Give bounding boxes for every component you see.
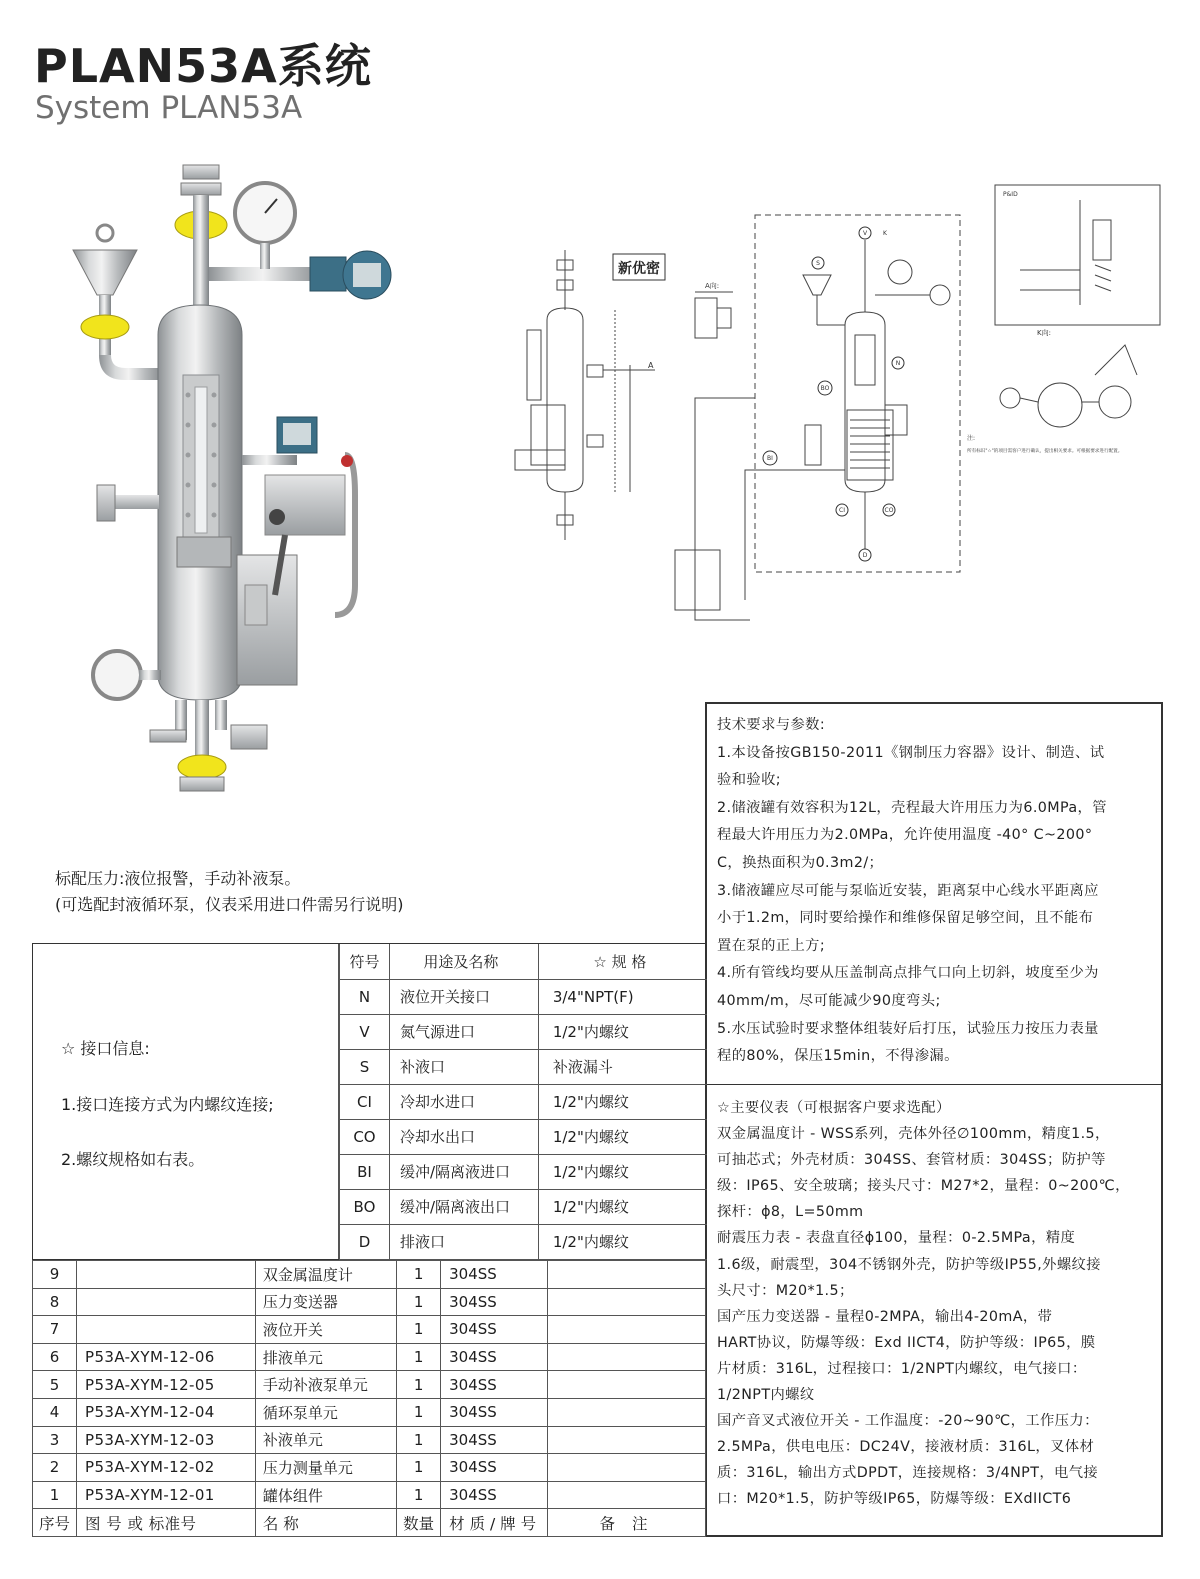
- port-name: 排液口: [389, 1224, 538, 1259]
- part-name: 排液单元: [255, 1343, 396, 1371]
- part-no: 2: [33, 1454, 77, 1482]
- part-material: 304SS: [441, 1398, 548, 1426]
- table-row: [340, 1189, 708, 1224]
- port-symbol: N: [340, 979, 390, 1014]
- column-header: 材 质 / 牌 号: [441, 1509, 548, 1537]
- column-header: 备 注: [547, 1509, 705, 1537]
- interface-note-1: 1.接口连接方式为内螺纹连接;: [61, 1095, 274, 1114]
- instrument-line: 口：M20*1.5，防护等级IP65，防爆等级：EXdIICT6: [717, 1491, 1072, 1508]
- part-remark: [547, 1288, 705, 1316]
- instrument-line: 国产音叉式液位开关 - 工作温度：-20~90℃，工作压力：: [717, 1413, 1099, 1430]
- part-remark: [547, 1454, 705, 1482]
- part-drawing-no: [77, 1316, 256, 1344]
- part-no: 4: [33, 1398, 77, 1426]
- table-row: [33, 1261, 706, 1289]
- part-no: 9: [33, 1261, 77, 1289]
- parts-list-table: [32, 1260, 706, 1537]
- engineering-drawing: [505, 180, 1175, 650]
- port-symbol: S: [340, 1049, 390, 1084]
- port-spec: 3/4"NPT(F): [538, 979, 707, 1014]
- port-table-header: [340, 944, 708, 979]
- side-equipment: [237, 417, 355, 685]
- part-material: 304SS: [441, 1343, 548, 1371]
- part-qty: 1: [397, 1343, 441, 1371]
- interface-info-table: [32, 943, 706, 1260]
- part-qty: 1: [397, 1398, 441, 1426]
- arrow-a-label: A: [648, 361, 654, 370]
- port-bubble-s: S: [816, 260, 820, 267]
- port-bubble-n: N: [895, 360, 901, 367]
- part-qty: 1: [397, 1426, 441, 1454]
- column-header: 符号: [340, 944, 390, 979]
- part-no: 3: [33, 1426, 77, 1454]
- table-row: [33, 1454, 706, 1482]
- tech-line: 技术要求与参数:: [717, 717, 826, 733]
- instrument-line: 双金属温度计 - WSS系列，壳体外径∅100mm，精度1.5，: [717, 1126, 1110, 1143]
- instrument-line: 质：316L，输出方式DPDT，连接规格：3/4NPT，电气接: [717, 1465, 1099, 1482]
- page-subtitle: System PLAN53A: [35, 90, 303, 126]
- tech-line: 2.储液罐有效容积为12L，壳程最大许用压力为6.0MPa，管: [717, 799, 1107, 816]
- technical-requirements-box: [705, 702, 1163, 1537]
- part-remark: [547, 1261, 705, 1289]
- port-bubble-d: D: [862, 552, 868, 559]
- part-remark: [547, 1343, 705, 1371]
- table-row: [33, 1481, 706, 1509]
- product-photo: [55, 155, 415, 805]
- table-row: [340, 1119, 708, 1154]
- instrument-line: 探杆：ϕ8，L=50mm: [717, 1204, 864, 1221]
- tech-line: 4.所有管线均要从压盖制高点排气口向上切斜，坡度至少为: [717, 965, 1099, 982]
- port-spec: 1/2"内螺纹: [538, 1224, 707, 1259]
- port-bubble-bo: BO: [820, 385, 830, 392]
- part-name: 液位开关: [255, 1316, 396, 1344]
- part-no: 1: [33, 1481, 77, 1509]
- column-header: 用途及名称: [389, 944, 538, 979]
- instrument-line: 1/2NPT内螺纹: [717, 1387, 815, 1404]
- part-remark: [547, 1316, 705, 1344]
- table-row: [340, 1014, 708, 1049]
- port-spec: 1/2"内螺纹: [538, 1154, 707, 1189]
- part-no: 7: [33, 1316, 77, 1344]
- tech-line: 小于1.2m，同时要给操作和维修保留足够空间，且不能布: [717, 910, 1094, 927]
- top-valve-assembly: [175, 165, 391, 315]
- tech-line: 3.储液罐应尽可能与泵临近安装，距离泵中心线水平距离应: [717, 882, 1099, 899]
- part-drawing-no: P53A-XYM-12-06: [77, 1343, 256, 1371]
- instrument-line: 级：IP65、安全玻璃；接头尺寸：M27*2，量程：0~200℃，: [717, 1178, 1130, 1195]
- port-bubble-co: CO: [884, 507, 894, 514]
- part-material: 304SS: [441, 1288, 548, 1316]
- drawing-stamp: 新优密: [618, 261, 660, 277]
- part-material: 304SS: [441, 1261, 548, 1289]
- part-qty: 1: [397, 1288, 441, 1316]
- port-spec: 1/2"内螺纹: [538, 1189, 707, 1224]
- part-remark: [547, 1481, 705, 1509]
- vessel: [97, 305, 242, 700]
- port-symbol: BI: [340, 1154, 390, 1189]
- funnel: [73, 225, 165, 380]
- part-remark: [547, 1426, 705, 1454]
- part-drawing-no: P53A-XYM-12-05: [77, 1371, 256, 1399]
- instrument-line: ☆主要仪表（可根据客户要求选配）: [717, 1100, 951, 1116]
- note-line-2: (可选配封液循环泵，仪表采用进口件需另行说明): [55, 895, 404, 914]
- view-k-label: K向:: [1037, 329, 1051, 337]
- part-drawing-no: P53A-XYM-12-03: [77, 1426, 256, 1454]
- port-bubble-ci: CI: [839, 507, 845, 514]
- part-no: 8: [33, 1288, 77, 1316]
- instrument-line: 片材质：316L，过程接口：1/2NPT内螺纹，电气接口：: [717, 1360, 1087, 1377]
- column-header: 图 号 或 标准号: [77, 1509, 256, 1537]
- tech-line: 40mm/m，尽可能减少90度弯头;: [717, 992, 941, 1009]
- port-name: 冷却水进口: [389, 1084, 538, 1119]
- page-title: PLAN53A系统: [34, 39, 372, 93]
- table-row: [33, 1343, 706, 1371]
- part-no: 6: [33, 1343, 77, 1371]
- port-bubble-v: V: [862, 230, 868, 237]
- tech-requirements-section: [707, 704, 1161, 1085]
- part-qty: 1: [397, 1261, 441, 1289]
- drawing-note-text: 所有标识"☆"的项目需客户进行确认，提出相关要求。可根据要求进行配置。: [967, 449, 1123, 454]
- table-row: [340, 979, 708, 1014]
- port-name: 缓冲/隔离液出口: [389, 1189, 538, 1224]
- port-bubble-k: K: [883, 230, 887, 237]
- tech-line: C，换热面积为0.3m2/；: [717, 854, 884, 871]
- port-name: 液位开关接口: [389, 979, 538, 1014]
- tech-line: 程的80%，保压15min，不得渗漏。: [717, 1048, 959, 1065]
- tech-line: 置在泵的正上方;: [717, 937, 826, 954]
- instrument-section: [707, 1087, 1161, 1513]
- port-spec: 1/2"内螺纹: [538, 1014, 707, 1049]
- table-row: [33, 1316, 706, 1344]
- instrument-line: HART协议，防爆等级：Exd IICT4，防护等级：IP65，膜: [717, 1334, 1096, 1351]
- instrument-line: 耐震压力表 - 表盘直径ϕ100，量程：0-2.5MPa，精度: [717, 1230, 1076, 1247]
- part-material: 304SS: [441, 1481, 548, 1509]
- interface-note-2: 2.螺纹规格如右表。: [61, 1150, 205, 1169]
- part-material: 304SS: [441, 1371, 548, 1399]
- tech-line: 1.本设备按GB150-2011《钢制压力容器》设计、制造、试: [717, 744, 1105, 761]
- table-row: [33, 1426, 706, 1454]
- part-name: 手动补液泵单元: [255, 1371, 396, 1399]
- column-header: 名 称: [255, 1509, 396, 1537]
- part-qty: 1: [397, 1316, 441, 1344]
- column-header: 数量: [397, 1509, 441, 1537]
- column-header: 序号: [33, 1509, 77, 1537]
- part-drawing-no: [77, 1261, 256, 1289]
- part-drawing-no: P53A-XYM-12-02: [77, 1454, 256, 1482]
- part-qty: 1: [397, 1481, 441, 1509]
- part-qty: 1: [397, 1454, 441, 1482]
- port-table: [339, 944, 707, 1260]
- standard-config-note: [55, 866, 404, 918]
- part-material: 304SS: [441, 1316, 548, 1344]
- interface-info-notes: [33, 944, 339, 1259]
- port-name: 氮气源进口: [389, 1014, 538, 1049]
- port-spec: 1/2"内螺纹: [538, 1119, 707, 1154]
- port-symbol: D: [340, 1224, 390, 1259]
- note-line-1: 标配压力:液位报警，手动补液泵。: [55, 869, 301, 888]
- instrument-line: 1.6级，耐震型，304不锈钢外壳，防护等级IP55,外螺纹接: [717, 1256, 1101, 1273]
- table-row: [340, 1224, 708, 1259]
- interface-heading: ☆ 接口信息:: [61, 1039, 150, 1058]
- column-header: ☆ 规 格: [538, 944, 707, 979]
- part-qty: 1: [397, 1371, 441, 1399]
- port-bubble-bi: BI: [767, 455, 773, 462]
- table-row: [33, 1288, 706, 1316]
- table-row: [340, 1084, 708, 1119]
- part-name: 双金属温度计: [255, 1261, 396, 1289]
- table-row: [340, 1154, 708, 1189]
- port-symbol: CO: [340, 1119, 390, 1154]
- table-row: [33, 1398, 706, 1426]
- pid-label: P&ID: [1003, 191, 1018, 198]
- view-a-label: A向:: [705, 282, 720, 290]
- part-name: 压力变送器: [255, 1288, 396, 1316]
- tech-line: 验和验收;: [717, 772, 782, 789]
- instrument-line: 头尺寸：M20*1.5；: [717, 1282, 854, 1299]
- part-name: 循环泵单元: [255, 1398, 396, 1426]
- tech-line: 5.水压试验时要求整体组装好后打压，试验压力按压力表量: [717, 1020, 1099, 1037]
- tech-line: 程最大许用压力为2.0MPa，允许使用温度 -40° C~200°: [717, 827, 1093, 844]
- port-name: 冷却水出口: [389, 1119, 538, 1154]
- table-row: [340, 1049, 708, 1084]
- instrument-line: 国产压力变送器 - 量程0-2MPA，输出4-20mA，带: [717, 1308, 1053, 1325]
- port-name: 缓冲/隔离液进口: [389, 1154, 538, 1189]
- part-name: 罐体组件: [255, 1481, 396, 1509]
- part-name: 补液单元: [255, 1426, 396, 1454]
- port-name: 补液口: [389, 1049, 538, 1084]
- table-row: [33, 1371, 706, 1399]
- port-spec: 1/2"内螺纹: [538, 1084, 707, 1119]
- part-drawing-no: P53A-XYM-12-01: [77, 1481, 256, 1509]
- part-no: 5: [33, 1371, 77, 1399]
- part-remark: [547, 1371, 705, 1399]
- drawing-note: 注:: [967, 435, 976, 442]
- port-spec: 补液漏斗: [538, 1049, 707, 1084]
- part-material: 304SS: [441, 1454, 548, 1482]
- instrument-line: 2.5MPa，供电电压：DC24V，接液材质：316L，叉体材: [717, 1439, 1095, 1456]
- part-remark: [547, 1398, 705, 1426]
- port-symbol: CI: [340, 1084, 390, 1119]
- port-symbol: V: [340, 1014, 390, 1049]
- instrument-line: 可抽芯式；外壳材质：304SS、套管材质：304SS；防护等: [717, 1152, 1106, 1169]
- part-drawing-no: [77, 1288, 256, 1316]
- part-drawing-no: P53A-XYM-12-04: [77, 1398, 256, 1426]
- port-symbol: BO: [340, 1189, 390, 1224]
- part-material: 304SS: [441, 1426, 548, 1454]
- parts-table-header: [33, 1509, 706, 1537]
- part-name: 压力测量单元: [255, 1454, 396, 1482]
